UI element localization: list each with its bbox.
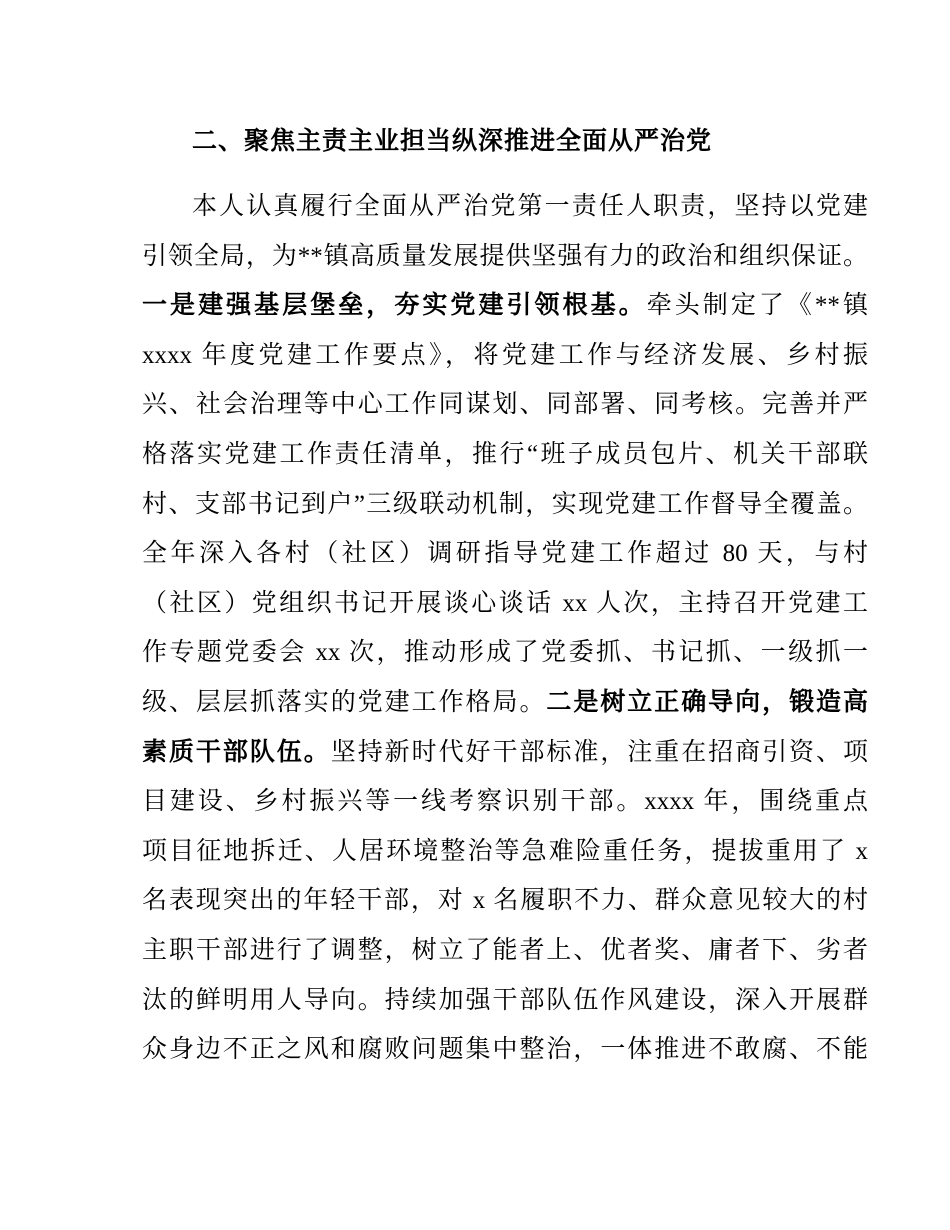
text-run: 全年深入各村（社区）调研指导党建工作超过 80 天，与村 — [142, 540, 868, 568]
text-line — [142, 331, 868, 381]
text-run: 坚持新时代好干部标准，注重在招商引资、项 — [330, 738, 868, 766]
text-run: 牵头制定了《**镇 — [646, 292, 868, 320]
text-line — [142, 480, 868, 530]
text-line — [142, 430, 868, 480]
text-line — [142, 926, 868, 976]
document-paragraph — [142, 182, 868, 1075]
text-run: 名表现突出的年轻干部，对 x 名履职不力、群众意见较大的村 — [142, 887, 868, 915]
text-run: 汰的鲜明用人导向。持续加强干部队伍作风建设，深入开展群 — [142, 986, 868, 1014]
text-line — [142, 827, 868, 877]
text-run: 众身边不正之风和腐败问题集中整治，一体推进不敢腐、不能 — [142, 1036, 868, 1064]
bold-text-run: 素质干部队伍。 — [142, 737, 331, 766]
text-line — [142, 232, 868, 282]
text-run: 级、层层抓落实的党建工作格局。 — [142, 688, 547, 716]
text-run: 兴、社会治理等中心工作同谋划、同部署、同考核。完善并严 — [142, 391, 868, 419]
text-line — [142, 380, 868, 430]
text-line — [142, 976, 868, 1026]
text-line — [142, 1025, 868, 1075]
text-line — [142, 728, 868, 778]
text-run: 引领全局，为**镇高质量发展提供坚强有力的政治和组织保证。 — [142, 242, 868, 270]
text-run: 本人认真履行全面从严治党第一责任人职责，坚持以党建 — [192, 193, 868, 220]
text-line — [142, 777, 868, 827]
text-line — [142, 281, 868, 331]
text-run: 项目征地拆迁、人居环境整治等急难险重任务，提拔重用了 x — [142, 837, 868, 865]
document-content — [142, 116, 868, 1075]
text-run: 村、支部书记到户”三级联动机制，实现党建工作督导全覆盖。 — [142, 490, 868, 518]
text-line — [142, 678, 868, 728]
text-line — [142, 579, 868, 629]
text-run: （社区）党组织书记开展谈心谈话 xx 人次，主持召开党建工 — [142, 589, 868, 617]
text-line — [142, 628, 868, 678]
text-run: xxxx 年度党建工作要点》，将党建工作与经济发展、乡村振 — [142, 341, 868, 369]
text-run: 主职干部进行了调整，树立了能者上、优者奖、庸者下、劣者 — [142, 936, 868, 964]
text-run: 格落实党建工作责任清单，推行“班子成员包片、机关干部联 — [142, 440, 868, 468]
text-line — [142, 876, 868, 926]
section-heading: 二、聚焦主责主业担当纵深推进全面从严治党 — [192, 127, 713, 155]
text-run: 目建设、乡村振兴等一线考察识别干部。xxxx 年，围绕重点 — [142, 788, 868, 816]
text-line — [142, 182, 868, 232]
bold-text-run: 一是建强基层堡垒，夯实党建引领根基。 — [142, 291, 647, 320]
text-line — [142, 529, 868, 579]
text-run: 作专题党委会 xx 次，推动形成了党委抓、书记抓、一级抓一 — [142, 639, 868, 667]
bold-text-run: 二是树立正确导向，锻造高 — [546, 687, 868, 716]
